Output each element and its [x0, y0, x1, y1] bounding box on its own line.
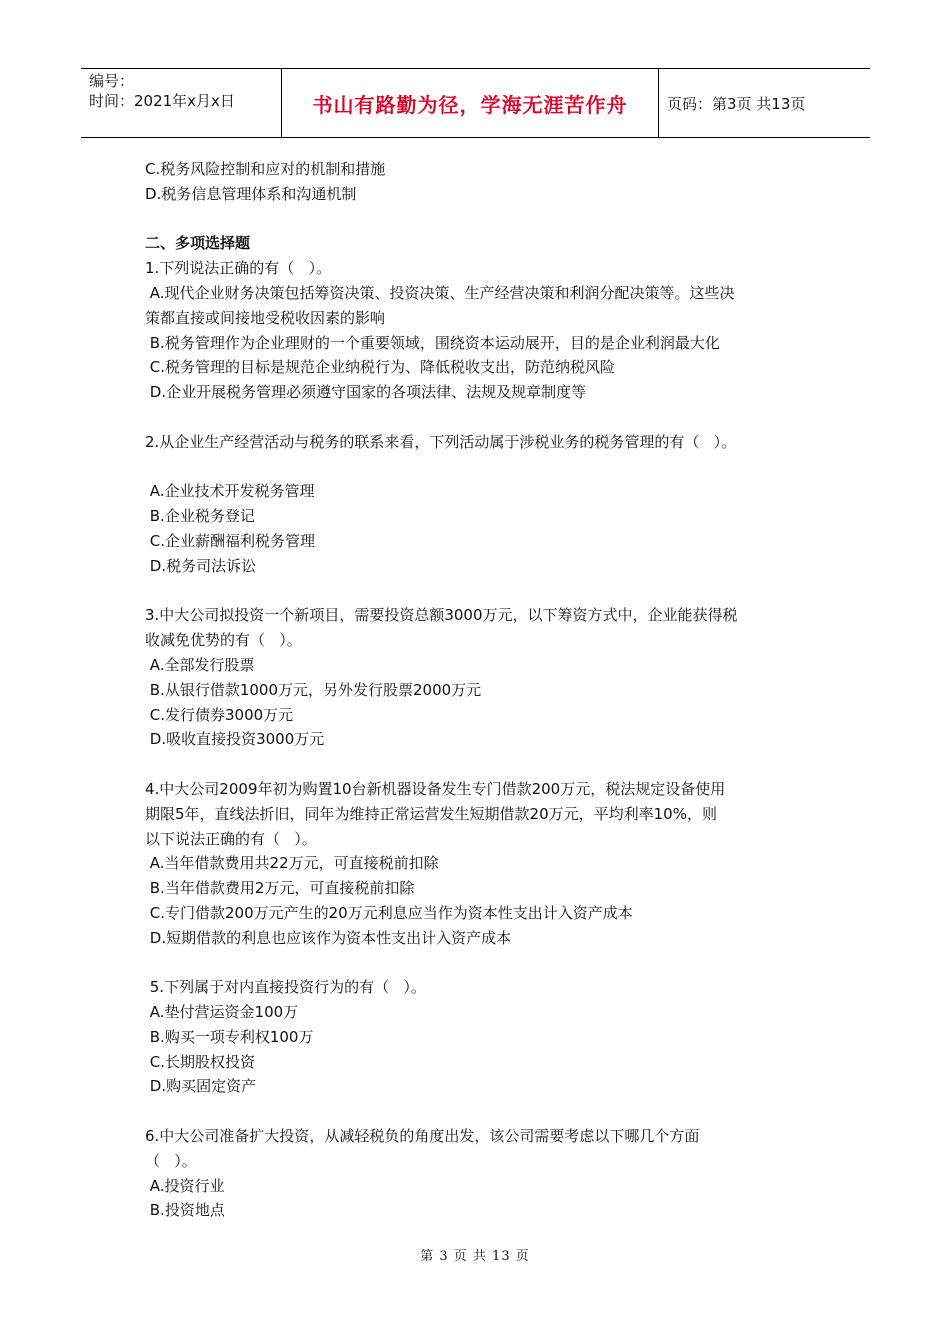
text-line: 6.中大公司准备扩大投资，从减轻税负的角度出发，该公司需要考虑以下哪几个方面: [145, 1127, 700, 1146]
text-line: 2.从企业生产经营活动与税务的联系来看，下列活动属于涉税业务的税务管理的有（ ）。: [145, 432, 737, 451]
text-line: C.税务风险控制和应对的机制和措施: [145, 160, 386, 178]
blank-line: [145, 951, 825, 976]
text-line: 收减免优势的有（ ）。: [145, 631, 302, 650]
blank-line: [145, 579, 825, 604]
text-line: C.长期股权投资: [145, 1052, 256, 1071]
blank-line: [145, 207, 825, 232]
page-header: [81, 68, 870, 138]
text-line: 4.中大公司2009年初为购置10台新机器设备发生专门借款200万元，税法规定设备使用: [145, 779, 726, 798]
text-line: D.短期借款的利息也应该作为资本性支出计入资产成本: [145, 928, 512, 947]
blank-line: [145, 752, 825, 777]
text-line: C.专门借款200万元产生的20万元利息应当作为资本性支出计入资产成本: [145, 903, 633, 922]
text-line: D.吸收直接投资3000万元: [145, 730, 325, 749]
blank-line: [145, 1099, 825, 1124]
text-line: 策都直接或间接地受税收因素的影响: [145, 308, 386, 327]
code-label: 编号：: [89, 72, 135, 90]
header-page-info: 页码：第3页 共13页: [667, 94, 806, 113]
text-line: B.购买一项专利权100万: [145, 1027, 314, 1046]
text-line: A.当年借款费用共22万元，可直接税前扣除: [145, 854, 439, 873]
text-line: （ ）。: [145, 1151, 197, 1170]
text-line: A.投资行业: [145, 1176, 225, 1195]
text-line: A.企业技术开发税务管理: [145, 482, 315, 501]
text-line: A.垫付营运资金100万: [145, 1003, 299, 1022]
text-line: B.税务管理作为企业理财的一个重要领域，围绕资本运动展开，目的是企业利润最大化: [145, 333, 720, 352]
text-line: A.全部发行股票: [145, 655, 255, 674]
text-line: C.企业薪酬福利税务管理: [145, 531, 316, 550]
section-heading: 二、多项选择题: [145, 234, 251, 253]
text-line: C.发行债券3000万元: [145, 705, 294, 724]
text-line: D.税务司法诉讼: [145, 556, 257, 575]
text-line: A.现代企业财务决策包括筹资决策、投资决策、生产经营决策和利润分配决策等。这些决: [145, 283, 735, 302]
document-body: [145, 157, 825, 1223]
text-line: B.从银行借款1000万元，另外发行股票2000万元: [145, 680, 482, 699]
text-line: D.购买固定资产: [145, 1077, 257, 1096]
text-line: C.税务管理的目标是规范企业纳税行为、降低税收支出，防范纳税风险: [145, 358, 616, 377]
time-label: 时间：2021年x月x日: [89, 92, 235, 110]
page-footer: 第 3 页 共 13 页: [420, 1249, 530, 1264]
text-line: B.投资地点: [145, 1201, 225, 1220]
text-line: 5.下列属于对内直接投资行为的有（ ）。: [145, 978, 426, 997]
text-line: B.当年借款费用2万元，可直接税前扣除: [145, 879, 415, 898]
text-line: 3.中大公司拟投资一个新项目，需要投资总额3000万元，以下筹资方式中，企业能获得税: [145, 606, 738, 625]
text-line: D.税务信息管理体系和沟通机制: [145, 184, 357, 203]
blank-line: [145, 405, 825, 430]
text-line: 以下说法正确的有（ ）。: [145, 829, 317, 848]
header-meta: [81, 69, 282, 137]
blank-line: [145, 455, 825, 480]
text-line: B.企业税务登记: [145, 507, 255, 526]
header-motto: 书山有路勤为径，学海无涯苦作舟: [282, 69, 659, 137]
text-line: D.企业开展税务管理必须遵守国家的各项法律、法规及规章制度等: [145, 383, 587, 402]
text-line: 期限5年，直线法折旧，同年为维持正常运营发生短期借款20万元，平均利率10%，则: [145, 804, 717, 823]
text-line: 1.下列说法正确的有（ ）。: [145, 259, 332, 278]
